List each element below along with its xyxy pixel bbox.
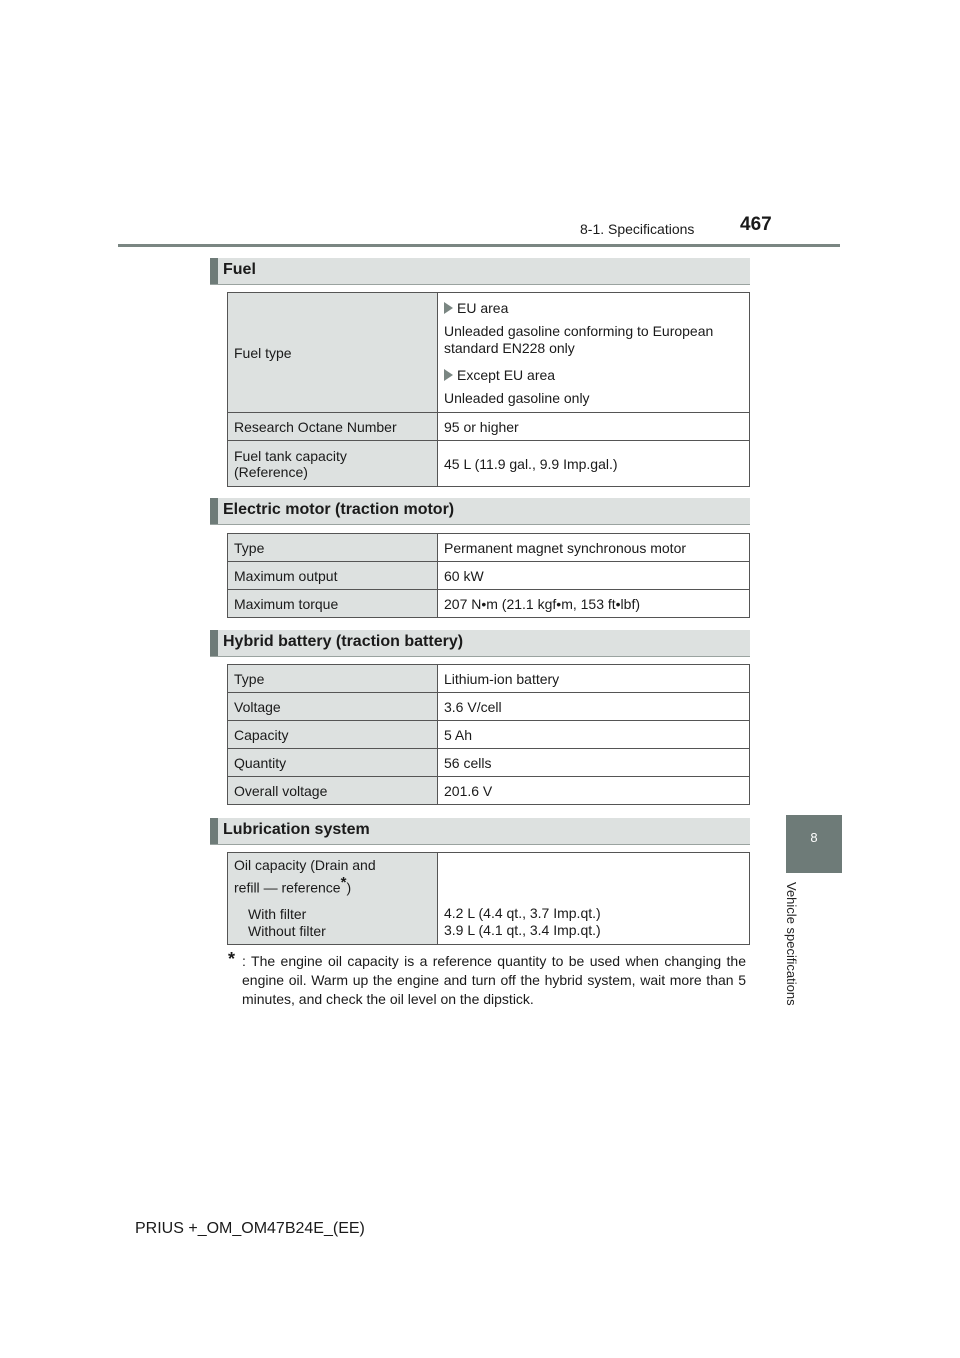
battery-overall-voltage-label: Overall voltage (228, 777, 438, 805)
tank-label (228, 441, 438, 487)
battery-section-title: Hybrid battery (traction battery) (223, 633, 464, 650)
motor-type-value: Permanent magnet synchronous motor (438, 534, 750, 562)
octane-label: Research Octane Number (228, 413, 438, 441)
table-row (228, 665, 750, 693)
table-row (228, 413, 750, 441)
table-row (228, 749, 750, 777)
battery-voltage-value: 3.6 V/cell (438, 693, 750, 721)
eu-heading: EU area (457, 300, 509, 316)
tank-value: 45 L (11.9 gal., 9.9 Imp.gal.) (438, 441, 750, 487)
table-row (228, 693, 750, 721)
section-marker (210, 258, 218, 284)
octane-value: 95 or higher (438, 413, 750, 441)
tank-label-line-1: Fuel tank capacity (234, 447, 347, 464)
footnote-star: * (228, 949, 236, 969)
battery-section-header (210, 630, 750, 657)
battery-capacity-label: Capacity (228, 721, 438, 749)
battery-voltage-label: Voltage (228, 693, 438, 721)
oil-capacity-value (438, 853, 750, 945)
oil-capacity-label (228, 853, 438, 945)
lubrication-section-header (210, 818, 750, 845)
fuel-table (227, 292, 750, 487)
table-row (228, 562, 750, 590)
battery-type-label: Type (228, 665, 438, 693)
footnote-text: : The engine oil capacity is a reference quantity to be used when changing the engine oil. Warm up the engine and turn off the hybrid system, wait more than 5 minutes, and check the oil level on the dipstick. (242, 953, 746, 1007)
table-row (228, 590, 750, 618)
eu-text: Unleaded gasoline conforming to European standard EN228 only (444, 323, 714, 356)
fuel-section-header (210, 258, 750, 285)
motor-torque-label: Maximum torque (228, 590, 438, 618)
lubrication-table (227, 852, 750, 945)
section-marker (210, 818, 218, 844)
motor-section-title: Electric motor (traction motor) (223, 501, 455, 518)
without-filter-label: Without filter (248, 923, 326, 940)
page-number: 467 (740, 214, 772, 235)
oil-label-dash: — (263, 879, 278, 896)
table-row (228, 293, 750, 413)
motor-type-label: Type (228, 534, 438, 562)
header-divider (118, 244, 840, 247)
table-row (228, 777, 750, 805)
section-marker (210, 498, 218, 524)
fuel-type-value (438, 293, 750, 413)
battery-quantity-value: 56 cells (438, 749, 750, 777)
battery-type-value: Lithium-ion battery (438, 665, 750, 693)
footnote (228, 949, 746, 1009)
motor-section-header (210, 498, 750, 525)
footnote-marker: * (340, 873, 347, 891)
table-row (228, 441, 750, 487)
non-eu-text: Unleaded gasoline only (444, 390, 590, 406)
without-filter-value: 3.9 L (4.1 qt., 3.4 Imp.qt.) (444, 922, 601, 938)
arrow-right-icon (444, 302, 453, 314)
oil-label-refill: refill (234, 879, 260, 896)
motor-table (227, 533, 750, 618)
table-row (228, 534, 750, 562)
section-title: 8-1. Specifications (580, 221, 695, 237)
with-filter-value: 4.2 L (4.4 qt., 3.7 Imp.qt.) (444, 905, 601, 921)
battery-quantity-label: Quantity (228, 749, 438, 777)
tank-label-line-2: (Reference) (234, 463, 308, 480)
chapter-tab: 8 (786, 815, 842, 873)
arrow-right-icon (444, 369, 453, 381)
non-eu-heading: Except EU area (457, 367, 556, 383)
document-code: PRIUS +_OM_OM47B24E_(EE) (135, 1220, 365, 1237)
chapter-label-text: Vehicle specifications (784, 882, 799, 1006)
table-row (228, 721, 750, 749)
battery-capacity-value: 5 Ah (438, 721, 750, 749)
motor-torque-value: 207 N•m (21.1 kgf•m, 153 ft•lbf) (438, 590, 750, 618)
oil-label-close: ) (346, 879, 352, 896)
motor-output-value: 60 kW (438, 562, 750, 590)
with-filter-label: With filter (248, 906, 307, 923)
battery-table (227, 664, 750, 805)
fuel-section-title: Fuel (223, 261, 256, 278)
chapter-label (784, 882, 806, 1022)
motor-output-label: Maximum output (228, 562, 438, 590)
lubrication-section-title: Lubrication system (223, 821, 370, 838)
table-row (228, 853, 750, 945)
section-marker (210, 630, 218, 656)
oil-label-line-1: Oil capacity (Drain and (234, 856, 376, 873)
fuel-type-label: Fuel type (228, 293, 438, 413)
oil-label-reference: reference (281, 879, 341, 896)
battery-overall-voltage-value: 201.6 V (438, 777, 750, 805)
